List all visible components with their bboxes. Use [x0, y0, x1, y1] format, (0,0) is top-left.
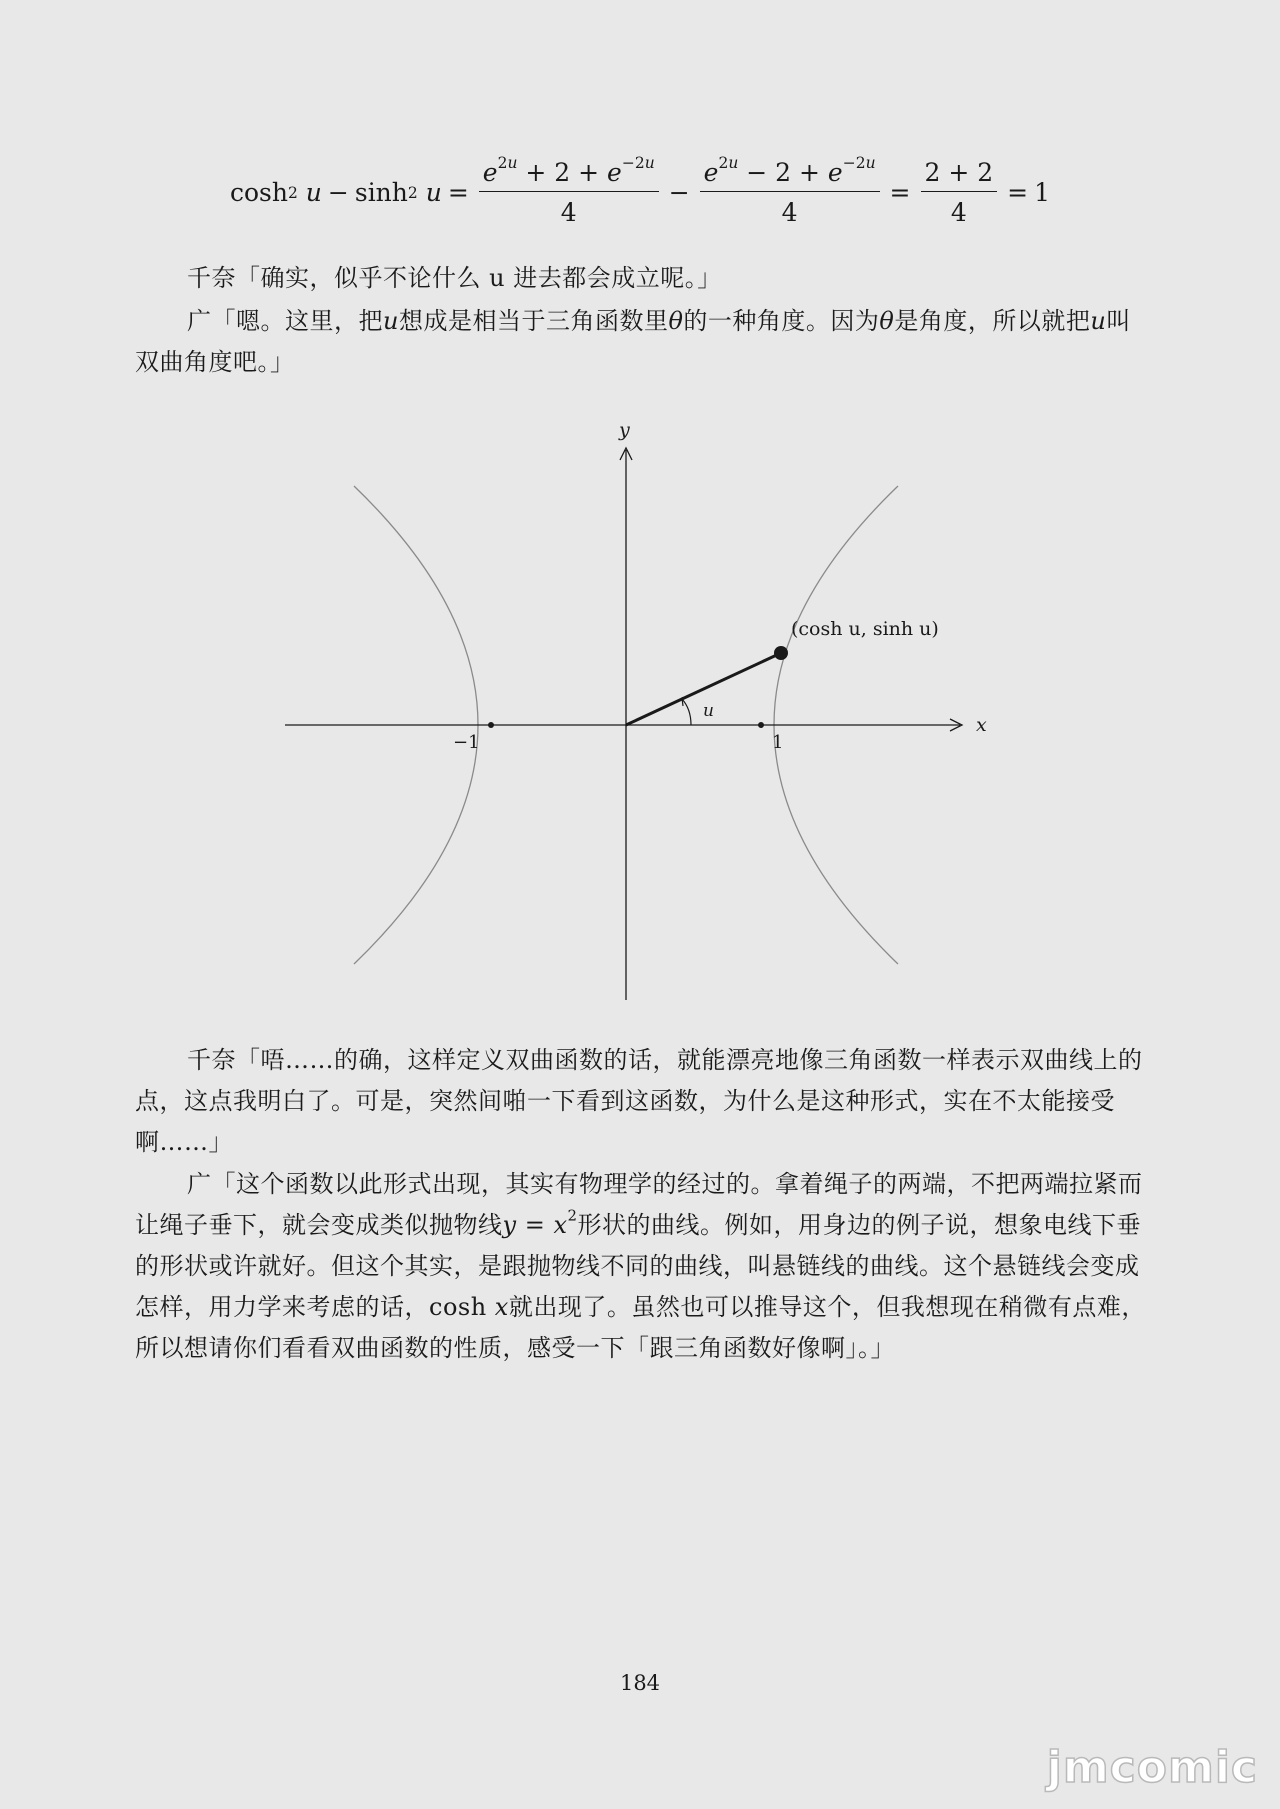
paragraph-hiro-2: 广「这个函数以此形式出现，其实有物理学的经过的。拿着绳子的两端，不把两端拉紧而让绳子垂下，就会变成类似抛物线$y = x^2$形状的曲线。例如，用身边的例子说，想象电线下垂的形状或许就好。但这个其实，是跟抛物线不同的曲线，叫悬链线的曲线。这个悬链线会变成怎样，用力学来考虑的话，cosh x就出现了。虽然也可以推导这个，但我想现在稍微有点难，所以想请你们看看双曲函数的性质，感受一下「跟三角函数好像啊」。」	[135, 1170, 1146, 1362]
hyperbola-diagram	[270, 412, 1010, 1012]
tick-label-neg1: −1	[453, 732, 480, 753]
sinh-term: sinh	[354, 178, 408, 207]
point-label: (cosh u, sinh u)	[791, 618, 939, 640]
y-axis-label: y	[619, 419, 630, 441]
hyperbola-figure	[270, 412, 1010, 1012]
page-number: 184	[619, 1671, 661, 1695]
paragraph-chinatsu-1: 千奈「确实，似乎不论什么 u 进去都会成立呢。」	[187, 264, 722, 292]
fraction-cosh: $\frac{e^{2u} + 2 + e^{-2u}}{4}$	[479, 160, 659, 225]
paragraph-chinatsu-2: 千奈「唔……的确，这样定义双曲函数的话，就能漂亮地像三角函数一样表示双曲线上的点，这点我明白了。可是，突然间啪一下看到这函数，为什么是这种形式，实在不太能接受啊……」	[135, 1046, 1143, 1156]
tick-label-pos1: 1	[772, 732, 784, 753]
vertex-neg1-point	[488, 722, 494, 728]
watermark-logo: jmcomic	[1046, 1742, 1258, 1793]
identity-equation: cosh 2 u − sinh 2 u = $\frac{e^{2u} + 2 + e^{-2u}}{4}$ − $\frac{e^{2u} - 2 + e^{-2u}}{4}$ = $\frac{2 + 2}{4}$ = 1	[229, 153, 1051, 227]
vertex-pos1-point	[758, 722, 764, 728]
cosh-term: cosh	[229, 178, 288, 207]
fraction-sinh: $\frac{e^{2u} - 2 + e^{-2u}}{4}$	[700, 160, 880, 225]
paragraph-hiro-1: 广「嗯。这里，把u想成是相当于三角函数里θ的一种角度。因为θ是角度，所以就把u叫双曲角度吧。」	[135, 307, 1131, 376]
cosh-sinh-point	[774, 646, 788, 660]
angle-label: u	[703, 701, 714, 721]
equation-lhs: cosh 2 u − sinh 2 u =	[229, 178, 469, 207]
equation-result: 1	[1034, 178, 1051, 207]
fraction-result: $\frac{2 + 2}{4}$	[921, 160, 998, 225]
x-axis-label: x	[976, 714, 987, 736]
angle-arc	[682, 699, 691, 725]
